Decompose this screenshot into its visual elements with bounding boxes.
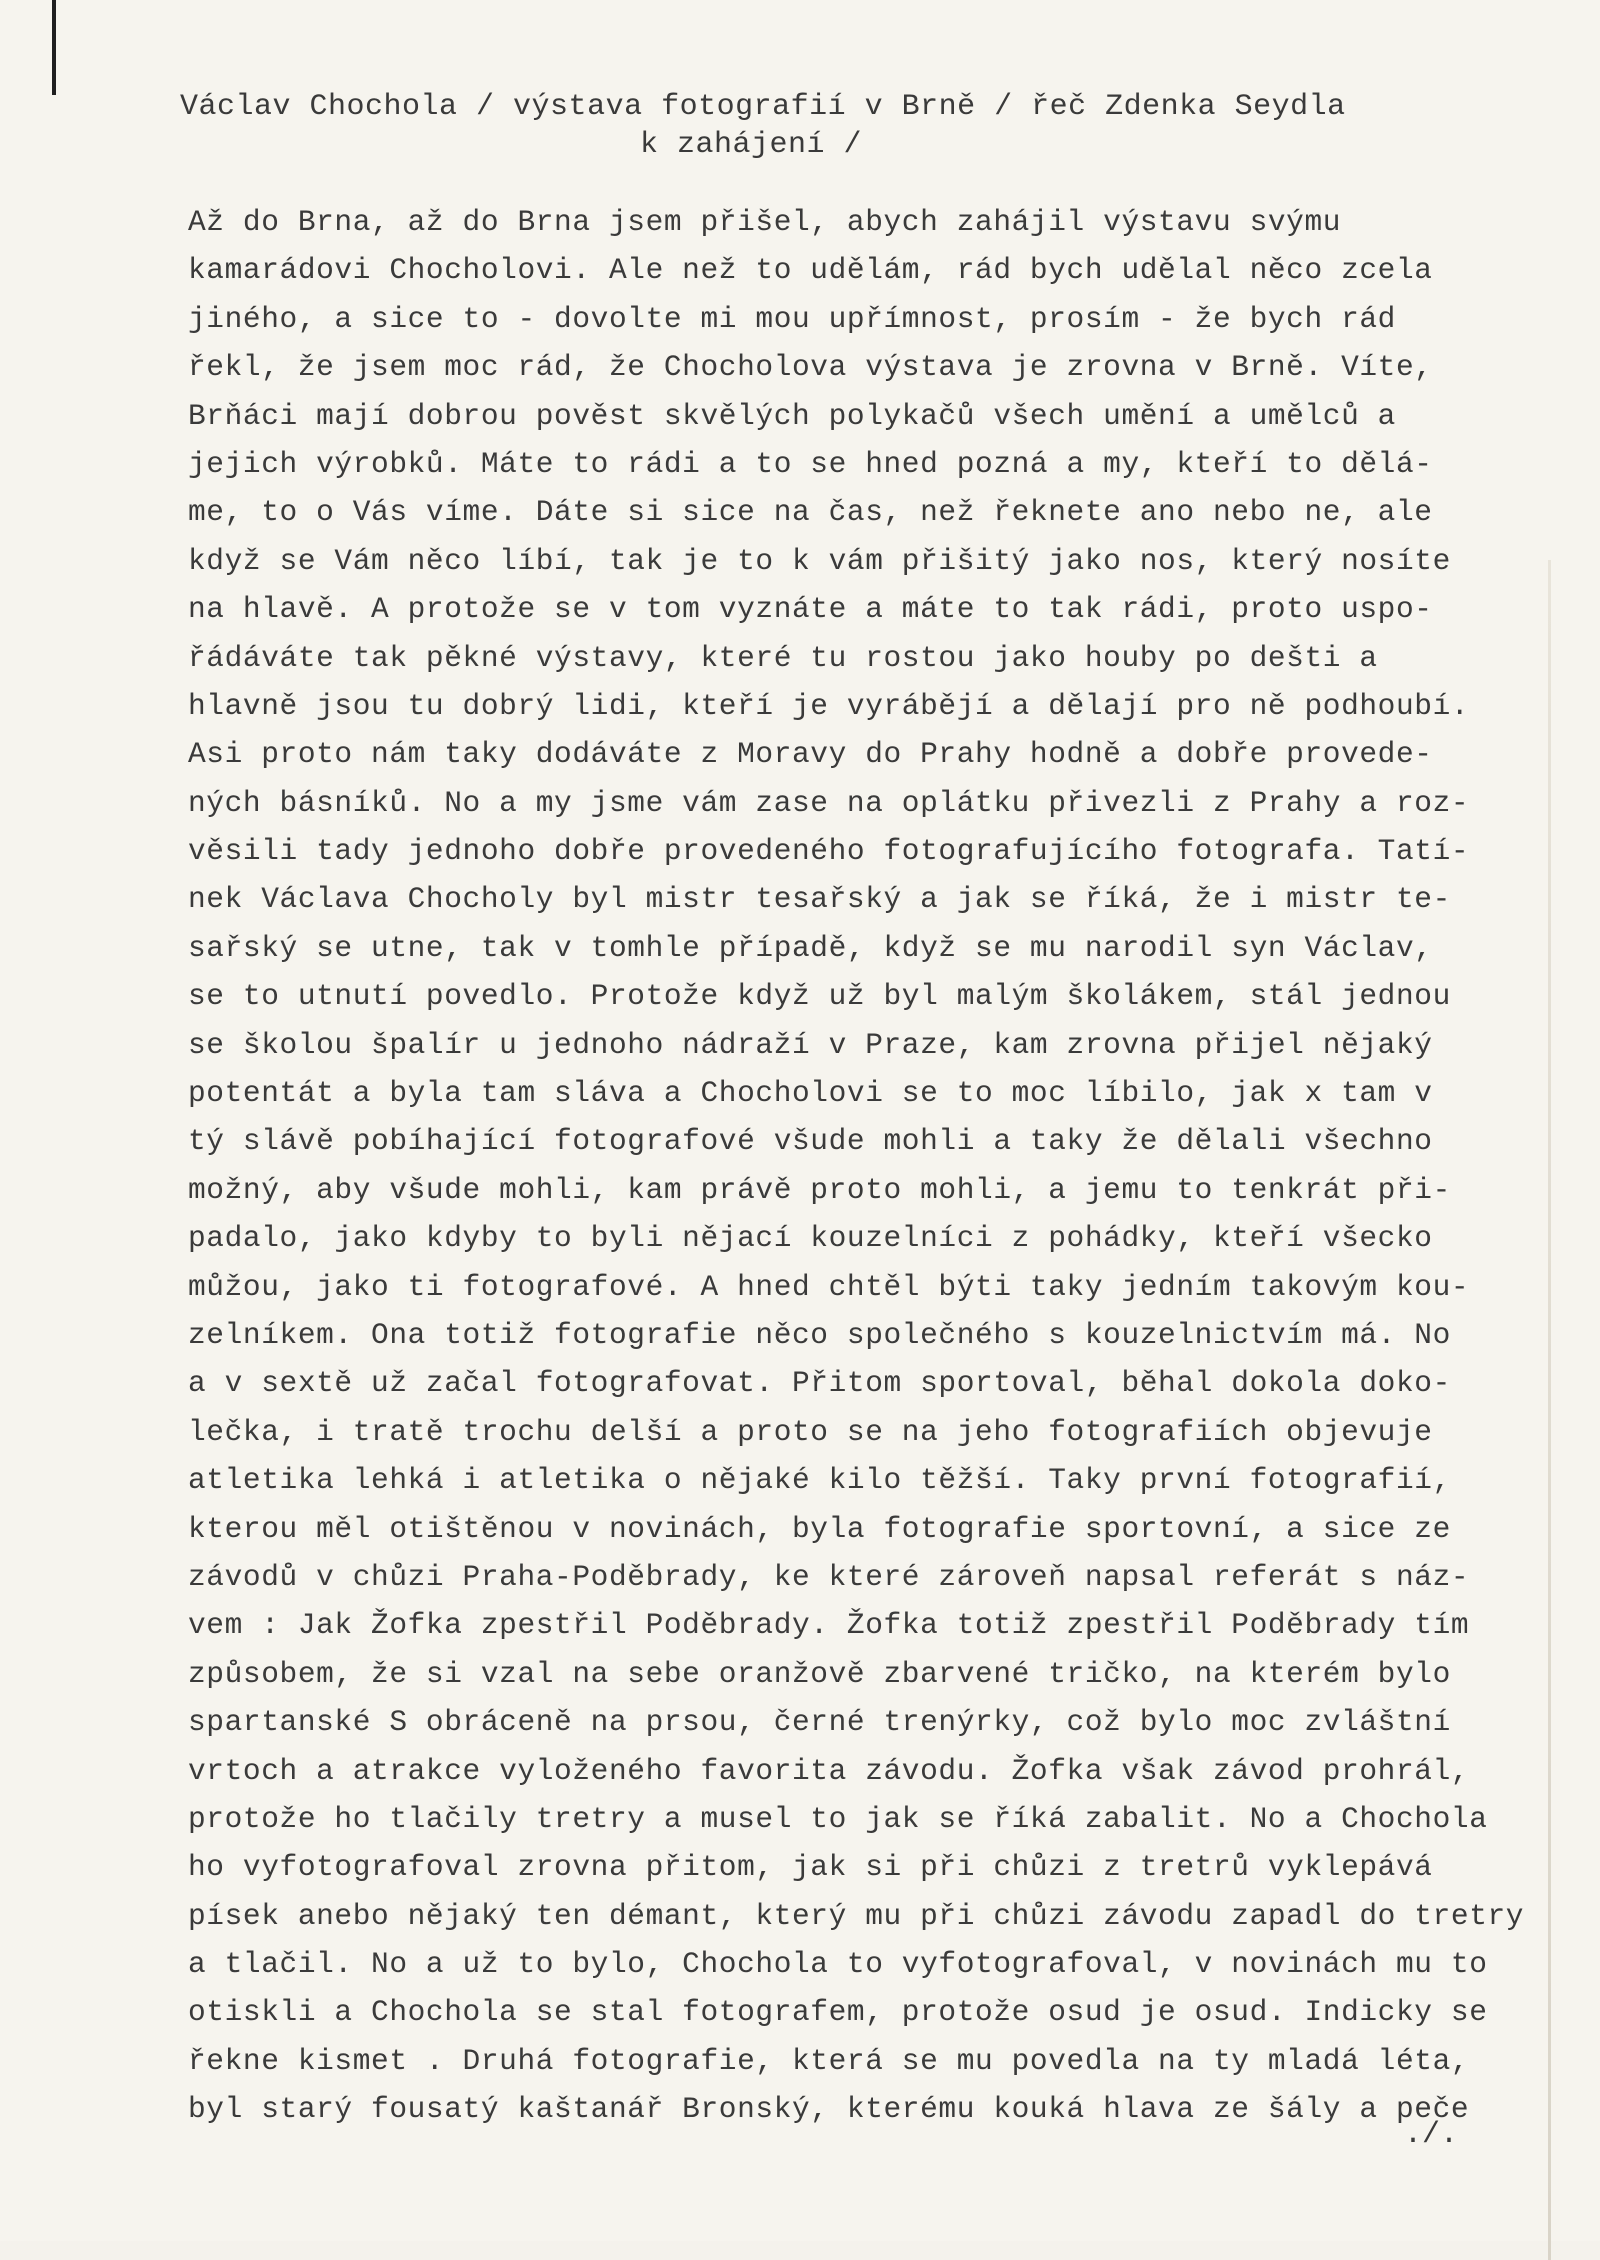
text-line: padalo, jako kdyby to byli nějací kouzelníci z pohádky, kteří všecko bbox=[188, 1221, 1433, 1256]
document-title bbox=[180, 88, 1440, 164]
text-line: hlavně jsou tu dobrý lidi, kteří je vyrábějí a dělají pro ně podhoubí. bbox=[188, 688, 1470, 723]
text-line: můžou, jako ti fotografové. A hned chtěl býti taky jedním takovým kou- bbox=[188, 1269, 1470, 1304]
text-line: se to utnutí povedlo. Protože když už byl malým školákem, stál jednou bbox=[188, 979, 1451, 1014]
text-line: atletika lehká i atletika o nějaké kilo těžší. Taky první fotografií, bbox=[188, 1463, 1451, 1498]
text-line: kterou měl otištěnou v novinách, byla fotografie sportovní, a sice ze bbox=[188, 1511, 1451, 1546]
text-line: Brňáci mají dobrou pověst skvělých polykačů všech umění a umělců a bbox=[188, 398, 1396, 433]
text-line: a v sextě už začal fotografovat. Přitom sportoval, běhal dokola doko- bbox=[188, 1366, 1451, 1401]
text-line: věsili tady jednoho dobře provedeného fotografujícího fotografa. Tatí- bbox=[188, 834, 1470, 869]
text-line: písek anebo nějaký ten démant, který mu při chůzi závodu zapadl do tretry bbox=[188, 1898, 1525, 1933]
margin-mark bbox=[52, 0, 56, 95]
text-line: protože ho tlačily tretry a musel to jak se říká zabalit. No a Chochola bbox=[188, 1801, 1488, 1836]
text-line: kamarádovi Chocholovi. Ale než to udělám, rád bych udělal něco zcela bbox=[188, 253, 1433, 288]
text-line: nek Václava Chocholy byl mistr tesařský a jak se říká, že i mistr te- bbox=[188, 882, 1451, 917]
text-line: jejich výrobků. Máte to rádi a to se hned pozná a my, kteří to dělá- bbox=[188, 446, 1433, 481]
text-line: tý slávě pobíhající fotografové všude mohli a taky že dělali všechno bbox=[188, 1124, 1433, 1159]
text-line: byl starý fousatý kaštanář Bronský, kterému kouká hlava ze šály a peče bbox=[188, 2092, 1470, 2127]
text-line: sařský se utne, tak v tomhle případě, když se mu narodil syn Václav, bbox=[188, 930, 1433, 965]
text-line: potentát a byla tam sláva a Chocholovi se to moc líbilo, jak x tam v bbox=[188, 1076, 1433, 1111]
page-continuation-marker: ./. bbox=[1404, 2118, 1459, 2152]
text-line: řekne kismet . Druhá fotografie, která se mu povedla na ty mladá léta, bbox=[188, 2043, 1470, 2078]
text-line: ných básníků. No a my jsme vám zase na oplátku přivezli z Prahy a roz- bbox=[188, 785, 1470, 820]
title-line-2: k zahájení / bbox=[640, 128, 863, 162]
text-line: Asi proto nám taky dodáváte z Moravy do Prahy hodně a dobře provede- bbox=[188, 737, 1433, 772]
text-line: závodů v chůzi Praha-Poděbrady, ke které zároveň napsal referát s náz- bbox=[188, 1559, 1470, 1594]
text-line: vem : Jak Žofka zpestřil Poděbrady. Žofka totiž zpestřil Poděbrady tím bbox=[188, 1608, 1470, 1643]
text-line: zelníkem. Ona totiž fotografie něco společného s kouzelnictvím má. No bbox=[188, 1317, 1451, 1352]
text-line: vrtoch a atrakce vyloženého favorita závodu. Žofka však závod prohrál, bbox=[188, 1753, 1470, 1788]
text-line: Až do Brna, až do Brna jsem přišel, abych zahájil výstavu svýmu bbox=[188, 205, 1342, 239]
text-line: jiného, a sice to - dovolte mi mou upřímnost, prosím - že bych rád bbox=[188, 301, 1396, 336]
text-line: lečka, i tratě trochu delší a proto se na jeho fotografiích objevuje bbox=[188, 1414, 1433, 1449]
text-line: řekl, že jsem moc rád, že Chocholova výstava je zrovna v Brně. Víte, bbox=[188, 350, 1433, 385]
text-line: na hlavě. A protože se v tom vyznáte a máte to tak rádi, proto uspo- bbox=[188, 592, 1433, 627]
text-line: možný, aby všude mohli, kam právě proto mohli, a jemu to tenkrát při- bbox=[188, 1172, 1451, 1207]
speech-text bbox=[188, 198, 1588, 2134]
text-line: a tlačil. No a už to bylo, Chochola to vyfotografoval, v novinách mu to bbox=[188, 1947, 1488, 1982]
text-line: když se Vám něco líbí, tak je to k vám přišitý jako nos, který nosíte bbox=[188, 543, 1451, 578]
text-line: řádáváte tak pěkné výstavy, které tu rostou jako houby po dešti a bbox=[188, 640, 1378, 675]
text-line: spartanské S obráceně na prsou, černé trenýrky, což bylo moc zvláštní bbox=[188, 1705, 1451, 1740]
text-line: me, to o Vás víme. Dáte si sice na čas, než řeknete ano nebo ne, ale bbox=[188, 495, 1433, 530]
title-line-1: Václav Chochola / výstava fotografií v Brně / řeč Zdenka Seydla bbox=[180, 90, 1346, 124]
text-line: způsobem, že si vzal na sebe oranžově zbarvené tričko, na kterém bylo bbox=[188, 1656, 1451, 1691]
text-line: se školou špalír u jednoho nádraží v Praze, kam zrovna přijel nějaký bbox=[188, 1027, 1433, 1062]
text-line: otiskli a Chochola se stal fotografem, protože osud je osud. Indicky se bbox=[188, 1995, 1488, 2030]
text-line: ho vyfotografoval zrovna přitom, jak si při chůzi z tretrů vyklepává bbox=[188, 1850, 1433, 1885]
